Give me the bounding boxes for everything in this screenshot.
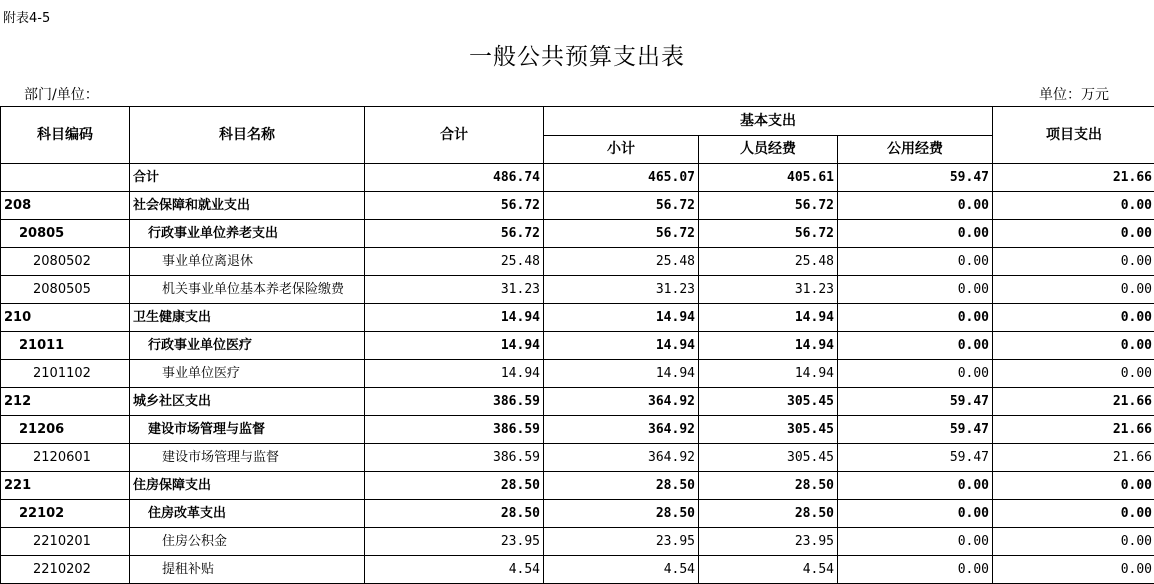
cell-public: 59.47 [838,444,993,472]
attachment-label: 附表4-5 [3,7,50,26]
header-personnel: 人员经费 [699,136,838,164]
cell-name: 合计 [130,164,365,192]
cell-name: 住房保障支出 [130,472,365,500]
cell-name: 建设市场管理与监督 [130,444,365,472]
cell-project: 21.66 [993,388,1154,416]
cell-project: 0.00 [993,500,1154,528]
cell-personnel: 305.45 [699,416,838,444]
table-row [1,472,1154,500]
table-row [1,528,1154,556]
cell-project: 21.66 [993,444,1154,472]
table-row [1,248,1154,276]
cell-personnel: 31.23 [699,276,838,304]
cell-subtotal: 31.23 [544,276,699,304]
cell-total: 28.50 [365,472,544,500]
table-row [1,304,1154,332]
cell-code: 2120601 [1,444,130,472]
cell-name: 行政事业单位养老支出 [130,220,365,248]
cell-total: 31.23 [365,276,544,304]
cell-public: 59.47 [838,164,993,192]
cell-public: 0.00 [838,556,993,584]
cell-public: 0.00 [838,220,993,248]
unit-label: 单位：万元 [1039,84,1109,104]
cell-subtotal: 465.07 [544,164,699,192]
cell-personnel: 28.50 [699,500,838,528]
cell-project: 0.00 [993,220,1154,248]
cell-personnel: 14.94 [699,304,838,332]
cell-personnel: 23.95 [699,528,838,556]
cell-public: 0.00 [838,500,993,528]
table-row [1,192,1154,220]
cell-name: 事业单位离退休 [130,248,365,276]
cell-public: 59.47 [838,388,993,416]
table-row [1,556,1154,584]
header-basic: 基本支出 [544,107,993,136]
cell-code: 2101102 [1,360,130,388]
cell-code: 208 [1,192,130,220]
table-body [1,164,1154,584]
cell-code: 2210201 [1,528,130,556]
cell-code: 22102 [1,500,130,528]
cell-code: 2080502 [1,248,130,276]
cell-code: 221 [1,472,130,500]
cell-personnel: 14.94 [699,360,838,388]
cell-project: 0.00 [993,472,1154,500]
table-row [1,332,1154,360]
cell-project: 0.00 [993,248,1154,276]
cell-total: 14.94 [365,304,544,332]
cell-personnel: 405.61 [699,164,838,192]
cell-name: 城乡社区支出 [130,388,365,416]
cell-public: 0.00 [838,472,993,500]
cell-code: 2080505 [1,276,130,304]
cell-personnel: 56.72 [699,220,838,248]
cell-name: 提租补贴 [130,556,365,584]
cell-project: 21.66 [993,416,1154,444]
cell-name: 住房公积金 [130,528,365,556]
cell-personnel: 25.48 [699,248,838,276]
cell-project: 0.00 [993,332,1154,360]
cell-name: 住房改革支出 [130,500,365,528]
cell-project: 0.00 [993,556,1154,584]
cell-name: 社会保障和就业支出 [130,192,365,220]
header-project: 项目支出 [993,107,1154,164]
cell-subtotal: 14.94 [544,332,699,360]
cell-subtotal: 14.94 [544,304,699,332]
cell-public: 59.47 [838,416,993,444]
page-title: 一般公共预算支出表 [0,38,1154,71]
cell-personnel: 14.94 [699,332,838,360]
cell-name: 机关事业单位基本养老保险缴费 [130,276,365,304]
cell-subtotal: 4.54 [544,556,699,584]
cell-public: 0.00 [838,276,993,304]
cell-total: 14.94 [365,332,544,360]
cell-subtotal: 23.95 [544,528,699,556]
cell-code: 210 [1,304,130,332]
table-row [1,360,1154,388]
cell-subtotal: 25.48 [544,248,699,276]
cell-public: 0.00 [838,332,993,360]
cell-total: 28.50 [365,500,544,528]
cell-public: 0.00 [838,360,993,388]
cell-subtotal: 14.94 [544,360,699,388]
cell-public: 0.00 [838,304,993,332]
cell-total: 386.59 [365,444,544,472]
cell-total: 486.74 [365,164,544,192]
cell-total: 386.59 [365,388,544,416]
cell-total: 4.54 [365,556,544,584]
header-total: 合计 [365,107,544,164]
cell-subtotal: 56.72 [544,220,699,248]
cell-public: 0.00 [838,248,993,276]
cell-total: 14.94 [365,360,544,388]
cell-public: 0.00 [838,192,993,220]
cell-personnel: 4.54 [699,556,838,584]
table-row [1,388,1154,416]
cell-project: 0.00 [993,192,1154,220]
table-row [1,164,1154,192]
cell-total: 56.72 [365,192,544,220]
expenditure-table [0,106,1154,584]
table-row [1,444,1154,472]
cell-personnel: 56.72 [699,192,838,220]
cell-total: 23.95 [365,528,544,556]
table-row [1,276,1154,304]
cell-subtotal: 28.50 [544,500,699,528]
cell-project: 21.66 [993,164,1154,192]
cell-subtotal: 364.92 [544,444,699,472]
cell-subtotal: 364.92 [544,416,699,444]
header-code: 科目编码 [1,107,130,164]
cell-code: 20805 [1,220,130,248]
cell-public: 0.00 [838,528,993,556]
header-public: 公用经费 [838,136,993,164]
table-row [1,220,1154,248]
header-subtotal: 小计 [544,136,699,164]
cell-project: 0.00 [993,360,1154,388]
department-label: 部门/单位： [24,84,99,104]
cell-code: 2210202 [1,556,130,584]
cell-project: 0.00 [993,528,1154,556]
cell-code: 21206 [1,416,130,444]
cell-name: 卫生健康支出 [130,304,365,332]
cell-project: 0.00 [993,304,1154,332]
table-row [1,500,1154,528]
cell-personnel: 305.45 [699,444,838,472]
cell-code: 212 [1,388,130,416]
cell-project: 0.00 [993,276,1154,304]
cell-subtotal: 28.50 [544,472,699,500]
cell-code: 21011 [1,332,130,360]
cell-total: 56.72 [365,220,544,248]
cell-personnel: 305.45 [699,388,838,416]
cell-total: 386.59 [365,416,544,444]
cell-personnel: 28.50 [699,472,838,500]
cell-name: 建设市场管理与监督 [130,416,365,444]
cell-code [1,164,130,192]
cell-name: 事业单位医疗 [130,360,365,388]
cell-subtotal: 364.92 [544,388,699,416]
cell-name: 行政事业单位医疗 [130,332,365,360]
cell-subtotal: 56.72 [544,192,699,220]
cell-total: 25.48 [365,248,544,276]
header-name: 科目名称 [130,107,365,164]
table-row [1,416,1154,444]
